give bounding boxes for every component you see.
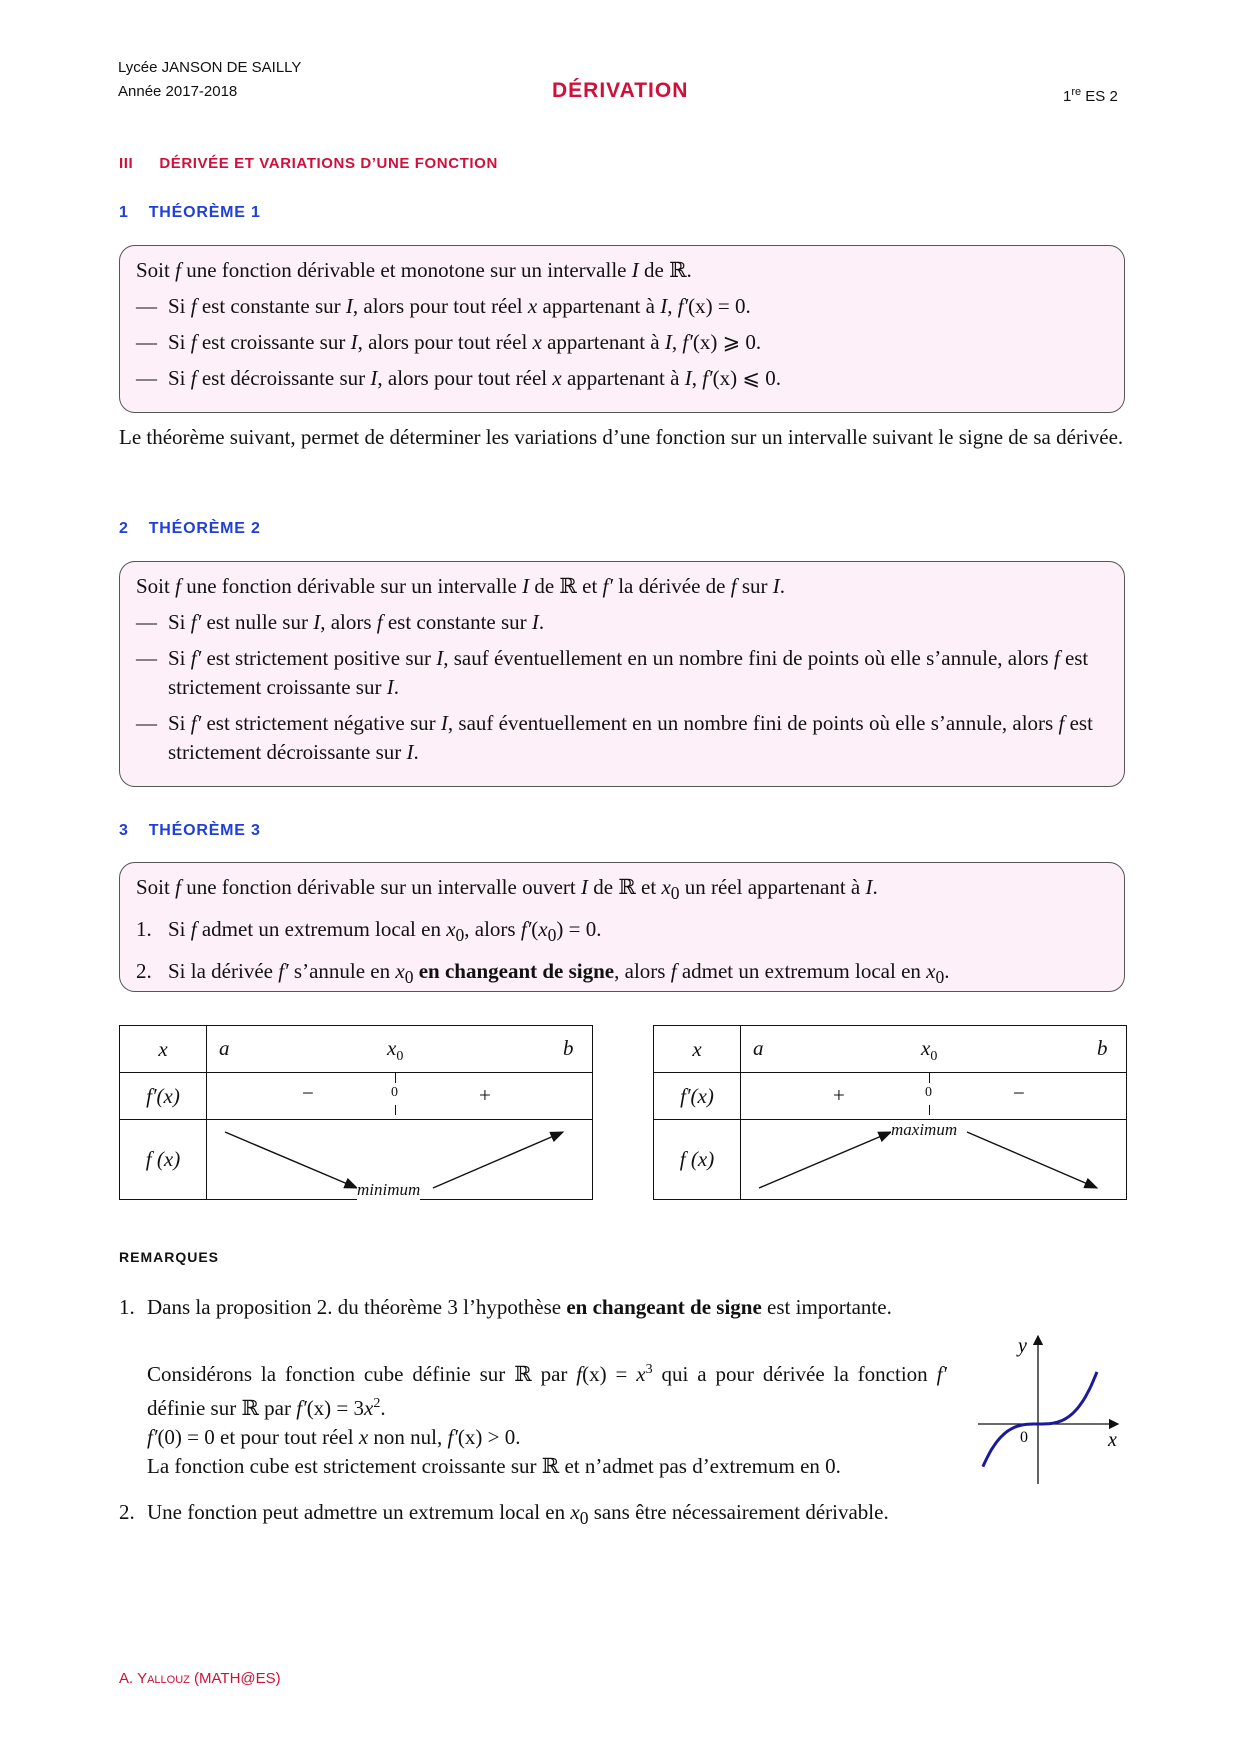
sign-row — [741, 1073, 1127, 1120]
sign-minus: − — [302, 1081, 314, 1105]
y-axis-label: y — [1018, 1335, 1027, 1357]
theorem3-heading: 3 THÉORÈME 3 — [119, 822, 261, 839]
x-axis-label: x — [1108, 1429, 1117, 1451]
zero-bar-bottom — [929, 1105, 930, 1115]
sign-minus: − — [1013, 1081, 1025, 1105]
value-a: a — [219, 1036, 230, 1060]
sign-plus: + — [833, 1083, 845, 1107]
cube-curve — [983, 1372, 1097, 1467]
theorem2-item: — Si f′ est strictement positive sur I, sauf éventuellement en un nombre fini de points où elle s’annule, alors f est strictement croissante sur I. — [136, 646, 1089, 699]
increasing-arrow — [433, 1132, 563, 1188]
theorem1-item: — Si f est décroissante sur I, alors pour tout réel x appartenant à I, f′(x) ⩽ 0. — [136, 366, 781, 390]
cube-function-graph — [970, 1328, 1130, 1488]
theorem1-box — [119, 245, 1125, 413]
theorem3-intro: Soit f une fonction dérivable sur un intervalle ouvert I de ℝ et $x_0$ un réel appartenant à I. — [136, 875, 878, 904]
remarks-heading: REMARQUES — [119, 1249, 220, 1265]
sign-zero: 0 — [391, 1085, 398, 1100]
x-values-row — [207, 1026, 593, 1073]
remark-1-line-1: Considérons la fonction cube définie sur ℝ par $f(x) = x^3$ qui a pour dérivée la fonction f′ définie sur ℝ par $f'(x) = 3x^2$. — [147, 1362, 948, 1420]
page-title: DÉRIVATION — [552, 79, 689, 102]
theorem2-box — [119, 561, 1125, 787]
value-x0: $x_0$ — [921, 1036, 938, 1065]
sign-zero: 0 — [925, 1085, 932, 1100]
increasing-arrow — [759, 1132, 891, 1188]
variation-table-maximum — [653, 1025, 1127, 1200]
value-x0: $x_0$ — [387, 1036, 404, 1065]
minimum-label: minimum — [357, 1180, 421, 1199]
sign-plus: + — [479, 1083, 491, 1107]
variation-table-minimum — [119, 1025, 593, 1200]
sign-row — [207, 1073, 593, 1120]
header-fprime: f′(x) — [654, 1073, 741, 1120]
theorem2-item: — Si f′ est nulle sur I, alors f est constante sur I. — [136, 610, 545, 634]
theorem3-box — [119, 862, 1125, 992]
variation-row — [741, 1120, 1127, 1200]
header-f: f (x) — [654, 1120, 741, 1200]
maximum-label: maximum — [891, 1120, 958, 1139]
zero-bar-top — [929, 1073, 930, 1083]
decreasing-arrow — [967, 1132, 1097, 1188]
value-a: a — [753, 1036, 764, 1060]
section-heading: III DÉRIVÉE ET VARIATIONS D’UNE FONCTION — [119, 155, 498, 172]
remark-1-line-2: f′(0) = 0 et pour tout réel x non nul, f′(x) > 0. — [147, 1425, 521, 1449]
value-b: b — [1097, 1036, 1108, 1060]
school-name: Lycée JANSON DE SAILLY — [118, 59, 302, 76]
remark-1: 1. Dans la proposition 2. du théorème 3 l’hypothèse en changeant de signe est importante. — [119, 1295, 892, 1319]
remark-2: 2. Une fonction peut admettre un extremum local en $x_0$ sans être nécessairement dérivable. — [119, 1500, 889, 1529]
theorem1-item: — Si f est croissante sur I, alors pour tout réel x appartenant à I, f′(x) ⩾ 0. — [136, 330, 762, 354]
variation-row — [207, 1120, 593, 1200]
decreasing-arrow — [225, 1132, 357, 1188]
paragraph-intro-theorem2: Le théorème suivant, permet de déterminer les variations d’une fonction sur un intervalle suivant le signe de sa dérivée. — [119, 425, 1124, 449]
zero-bar-top — [395, 1073, 396, 1083]
header-x: x — [120, 1026, 207, 1073]
header-x: x — [654, 1026, 741, 1073]
class-label: 1re ES 2 — [1063, 86, 1118, 105]
theorem1-heading: 1 THÉORÈME 1 — [119, 204, 261, 221]
value-b: b — [563, 1036, 574, 1060]
theorem3-item: 1. Si f admet un extremum local en $x_0$, alors $f'(x_0) = 0$. — [136, 917, 602, 946]
header-f: f (x) — [120, 1120, 207, 1200]
header-fprime: f′(x) — [120, 1073, 207, 1120]
theorem1-intro: Soit f une fonction dérivable et monotone sur un intervalle I de ℝ. — [136, 258, 692, 282]
school-year: Année 2017-2018 — [118, 83, 238, 100]
theorem2-heading: 2 THÉORÈME 2 — [119, 520, 261, 537]
remark-1-line-3: La fonction cube est strictement croissante sur ℝ et n’admet pas d’extremum en 0. — [147, 1454, 841, 1478]
footer-author: A. Yallouz (MATH@ES) — [119, 1670, 281, 1687]
theorem3-item: 2. Si la dérivée f′ s’annule en $x_0$ en changeant de signe, alors f admet un extremum local en $x_0$. — [136, 959, 950, 988]
theorem1-item: — Si f est constante sur I, alors pour tout réel x appartenant à I, f′(x) = 0. — [136, 294, 751, 318]
x-values-row — [741, 1026, 1127, 1073]
theorem2-item: — Si f′ est strictement négative sur I, sauf éventuellement en un nombre fini de points où elle s’annule, alors f est strictement décroissante sur I. — [136, 711, 1093, 764]
origin-label: 0 — [1020, 1429, 1028, 1446]
zero-bar-bottom — [395, 1105, 396, 1115]
remark-1-example — [147, 1355, 947, 1481]
theorem2-intro: Soit f une fonction dérivable sur un intervalle I de ℝ et f′ la dérivée de f sur I. — [136, 574, 786, 598]
